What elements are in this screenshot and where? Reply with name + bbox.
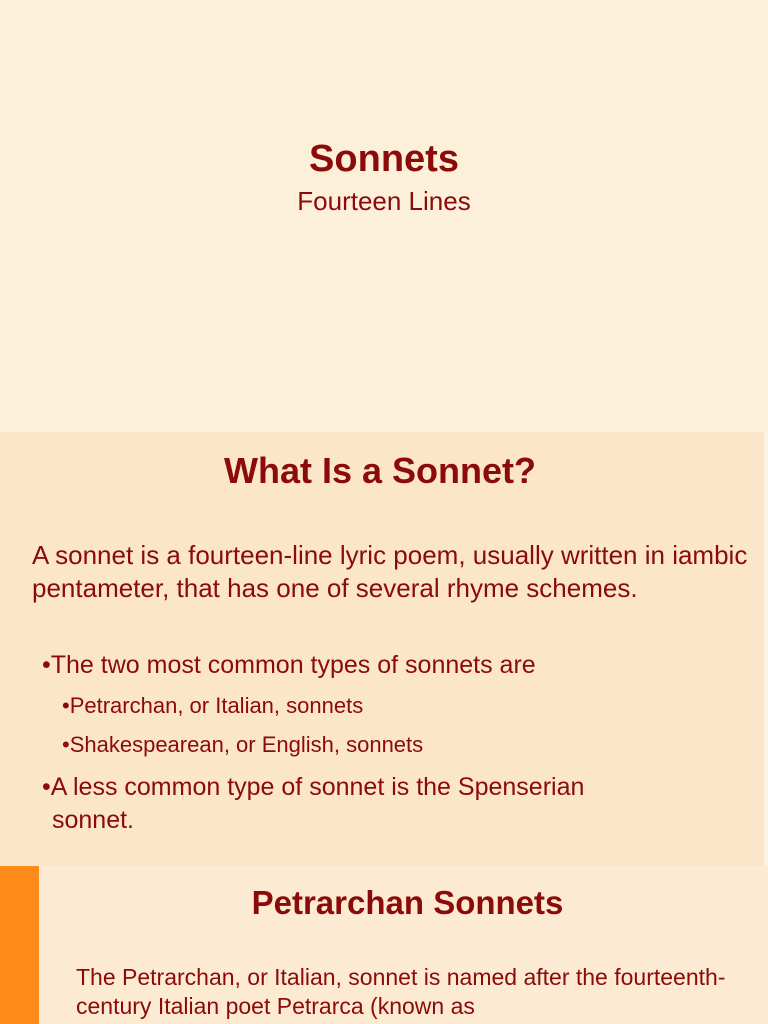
what-is-sonnet-slide (0, 432, 768, 866)
petrarchan-slide (0, 866, 768, 1024)
sub-bullet-shakespearean: •Shakespearean, or English, sonnets (62, 732, 424, 757)
petrarchan-paragraph: The Petrarchan, or Italian, sonnet is named after the fourteenth-century Italian poet Petrarca (known as (76, 964, 726, 1019)
slide-heading: Petrarchan Sonnets (251, 884, 564, 921)
title-slide (0, 0, 768, 432)
slide-edge-divider (764, 432, 768, 866)
slide-heading: What Is a Sonnet? (223, 450, 536, 491)
bullet-common-types: •The two most common types of sonnets are (42, 651, 536, 679)
slide-subtitle: Fourteen Lines (297, 186, 471, 216)
slide-title: Sonnets (309, 138, 459, 180)
bullet-spenserian: •A less common type of sonnet is the Spenserian sonnet. (42, 773, 585, 834)
definition-paragraph: A sonnet is a fourteen-line lyric poem, usually written in iambic pentameter, that has one of several rhyme schemes. (32, 540, 748, 603)
sub-bullet-petrarchan: •Petrarchan, or Italian, sonnets (62, 693, 364, 718)
accent-bar (0, 866, 39, 1024)
